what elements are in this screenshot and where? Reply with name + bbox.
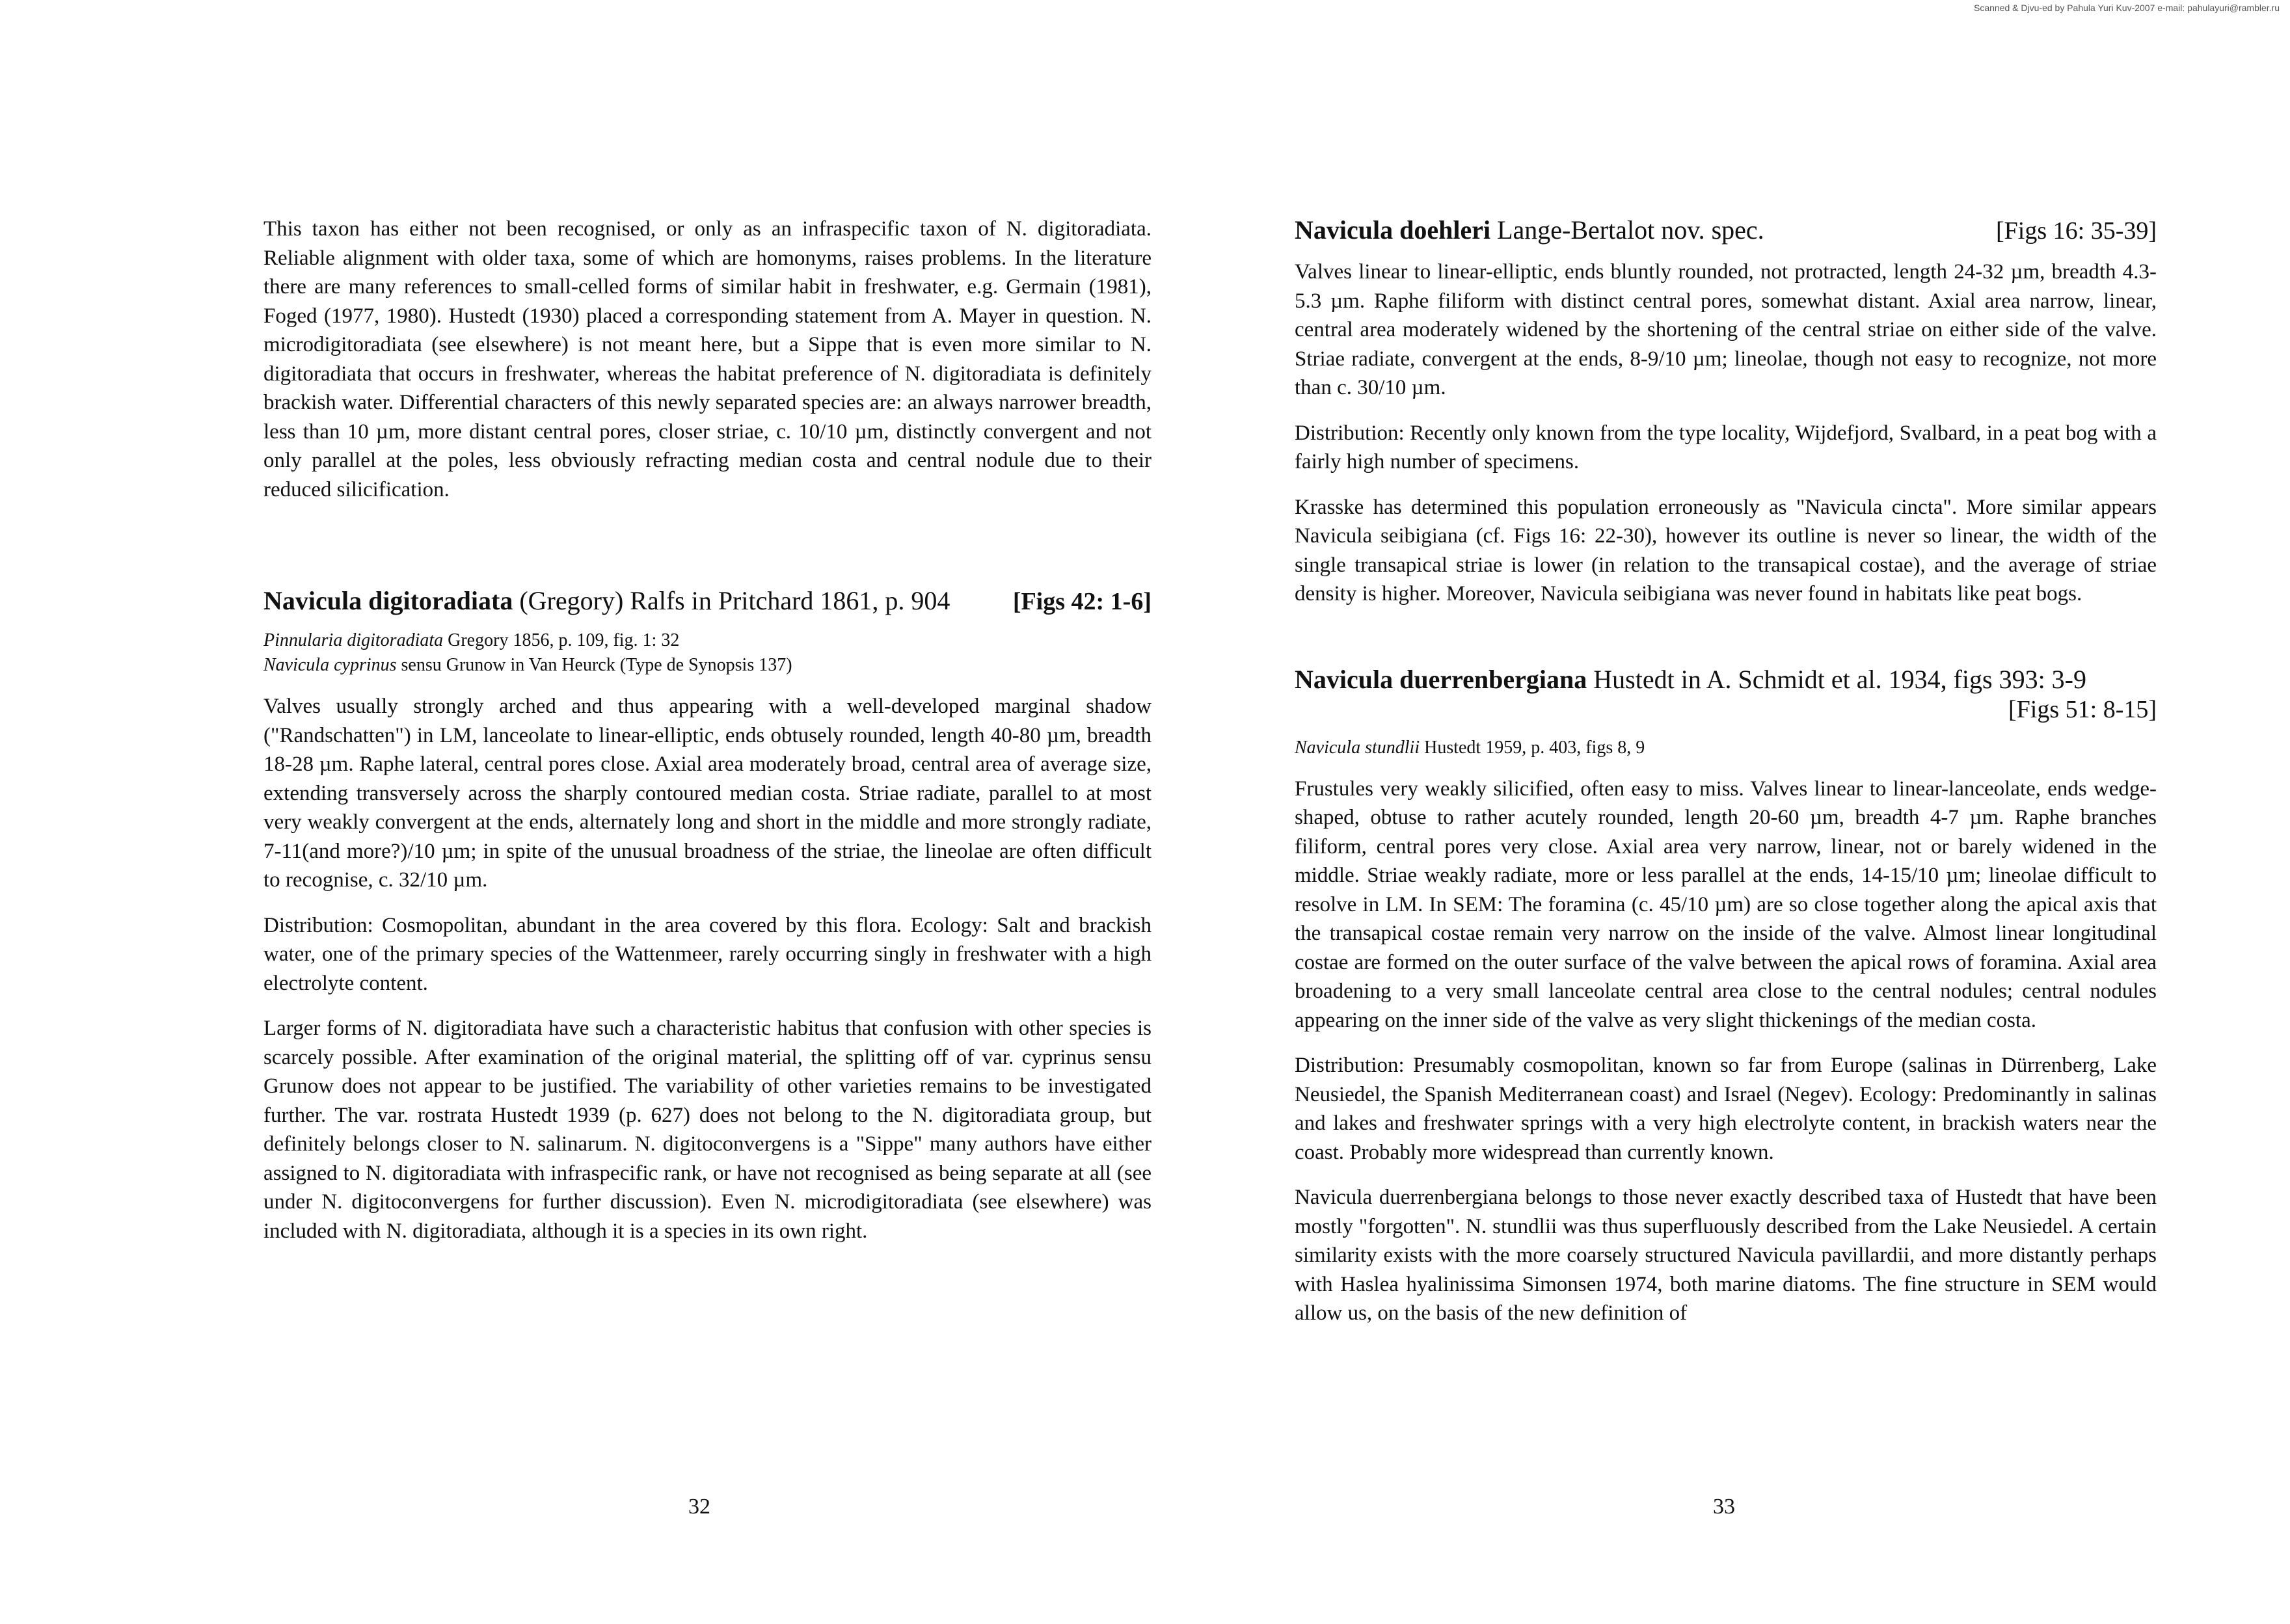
synonym-citation: Gregory 1856, p. 109, fig. 1: 32: [448, 630, 680, 650]
species-name: Navicula duerrenbergiana: [1295, 664, 1587, 694]
synonym-name: Navicula stundlii: [1295, 737, 1420, 758]
synonym-list: [263, 628, 1152, 678]
page-number-left: 32: [688, 1495, 710, 1519]
species-name: Navicula doehleri: [1295, 215, 1491, 245]
synonym-entry: [263, 628, 1152, 653]
description-paragraph: Valves usually strongly arched and thus appearing with a well-developed marginal shadow ("Randschatten") in LM, lanceolate to linear-elliptic, ends obtusely rounded, length 40-80 µm, breadth 18-28 µm. Raphe lateral, central pores close. Axial area moderately broad, central area of average size, extending transversely across the sharply contoured median costa. Striae radiate, parallel to at most very weakly convergent at the ends, alternately long and short in the middle and more strongly radiate, 7-11(and more?)/10 µm; in spite of the unusual broadness of the striae, the lineolae are often difficult to recognise, c. 32/10 µm.: [263, 695, 1152, 892]
intro-paragraph: This taxon has either not been recognised, or only as an infraspecific taxon of N. digitoradiata. Reliable alignment with older taxa, some of which are homonyms, raises problems. In the literature there are many references to small-celled forms of similar habit in freshwater, e.g. Germain (1981), Foged (1977, 1980). Hustedt (1930) placed a corresponding statement from A. Mayer in question. N. microdigitoradiata (see elsewhere) is not meant here, but a Sippe that is even more similar to N. digitoradiata that occurs in freshwater, whereas the habitat preference of N. digitoradiata is definitely brackish water. Differential characters of this newly separated species are: an always narrower breadth, less than 10 µm, more distant central pores, closer striae, c. 10/10 µm, distinctly convergent and not only parallel at the poles, less obviously refracting median costa and central nodule due to their reduced silicification.: [263, 217, 1152, 501]
discussion-paragraph: Larger forms of N. digitoradiata have such a characteristic habitus that confusion with other species is scarcely possible. After examination of the original material, the splitting off of var. cyprinus sensu Grunow does not appear to be justified. The variability of other varieties remains to be investigated further. The var. rostrata Hustedt 1939 (p. 627) does not belong to the N. digitoradiata group, but definitely belongs closer to N. salinarum. N. digitoconvergens is a "Sippe" many authors have either assigned to N. digitoradiata with infraspecific rank, or have not recognised as being separate at all (see under N. digitoconvergens for further discussion). Even N. microdigitoradiata (see elsewhere) was included with N. digitoradiata, although it is a species in its own right.: [263, 1017, 1152, 1243]
species-heading: [1295, 215, 2157, 246]
distribution-paragraph: Distribution: Cosmopolitan, abundant in the area covered by this flora. Ecology: Salt and brackish water, one of the primary species of the Wattenmeer, rarely occurring singly in freshwater with a high electrolyte content.: [263, 913, 1152, 995]
scan-credit: Scanned & Djvu-ed by Pahula Yuri Kuv-2007 e-mail: pahulayuri@rambler.ru: [1974, 3, 2280, 13]
distribution-paragraph: Distribution: Presumably cosmopolitan, known so far from Europe (salinas in Dürrenberg, Lake Neusiedel, the Spanish Mediterranean coast) and Israel (Negev). Ecology: Predominantly in salinas and lakes and freshwater springs with a very high electrolyte content, in brackish waters near the coast. Probably more widespread than currently known.: [1295, 1054, 2157, 1164]
synonym-entry: [1295, 736, 2157, 760]
species-authority: Hustedt in A. Schmidt et al. 1934, figs 393: 3-9: [1593, 664, 2086, 694]
species-heading: [1295, 664, 2157, 724]
synonym-entry: [263, 653, 1152, 678]
synonym-list: [1295, 736, 2157, 760]
description-paragraph: Frustules very weakly silicified, often easy to miss. Valves linear to linear-lanceolate, ends wedge-shaped, obtuse to rather acutely rounded, length 20-60 µm, breadth 4-7 µm. Raphe branches filiform, central pores very close. Axial area very narrow, linear, not or barely widened in the middle. Striae weakly radiate, more or less parallel at the ends, 14-15/10 µm; lineolae difficult to resolve in LM. In SEM: The foramina (c. 45/10 µm) are so close together along the apical axis that the transapical costae remain very narrow on the inside of the valve. Almost linear longitudinal costae are formed on the outer surface of the valve between the apical rows of foramina. Axial area broadening to a very small lanceolate central area close to the central nodules; central nodules appearing on the inner side of the valve as very slight thickenings of the median costa.: [1295, 777, 2157, 1032]
discussion-paragraph: Krasske has determined this population erroneously as "Navicula cincta". More similar appears Navicula seibigiana (cf. Figs 16: 22-30), however its outline is never so linear, the width of the single transapical striae is lower (in relation to the transapical costae), and the average of striae density is higher. Moreover, Navicula seibigiana was never found in habitats like peat bogs.: [1295, 495, 2157, 606]
synonym-citation: Hustedt 1959, p. 403, figs 8, 9: [1424, 737, 1645, 758]
species-title: [1295, 215, 1764, 246]
synonym-citation: sensu Grunow in Van Heurck (Type de Synopsis 137): [401, 655, 792, 675]
species-name: Navicula digitoradiata: [263, 586, 513, 615]
figure-reference: [Figs 51: 8-15]: [2008, 695, 2157, 723]
description-paragraph: Valves linear to linear-elliptic, ends bluntly rounded, not protracted, length 24-32 µm, breadth 4.3-5.3 µm. Raphe filiform with distinct central pores, somewhat distant. Axial area narrow, linear, central area moderately widened by the shortening of the central striae on either side of the valve. Striae radiate, convergent at the ends, 8-9/10 µm; lineolae, though not easy to recognize, not more than c. 30/10 µm.: [1295, 260, 2157, 399]
right-page: [1295, 215, 2157, 1344]
species-title: [1295, 665, 2086, 694]
page-number-right: 33: [1713, 1495, 1735, 1519]
species-title: [263, 585, 950, 617]
discussion-paragraph: Navicula duerrenbergiana belongs to those never exactly described taxa of Hustedt that have been mostly "forgotten". N. stundlii was thus superfluously described from the Lake Neusiedel. A certain similarity exists with the more coarsely structured Navicula pavillardii, and more distantly perhaps with Haslea hyalinissima Simonsen 1974, both marine diatoms. The fine structure in SEM would allow us, on the basis of the new definition of: [1295, 1186, 2157, 1325]
species-authority: Lange-Bertalot nov. spec.: [1497, 215, 1764, 245]
synonym-name: Pinnularia digitoradiata: [263, 630, 444, 650]
figure-reference: [Figs 16: 35-39]: [1996, 217, 2157, 245]
left-page: [263, 215, 1152, 1262]
distribution-paragraph: Distribution: Recently only known from the type locality, Wijdefjord, Svalbard, in a peat bog with a fairly high number of specimens.: [1295, 421, 2157, 473]
synonym-name: Navicula cyprinus: [263, 655, 397, 675]
species-heading: [263, 585, 1152, 617]
figure-reference: [Figs 42: 1-6]: [1012, 588, 1152, 615]
species-authority: (Gregory) Ralfs in Pritchard 1861, p. 904: [519, 586, 950, 615]
